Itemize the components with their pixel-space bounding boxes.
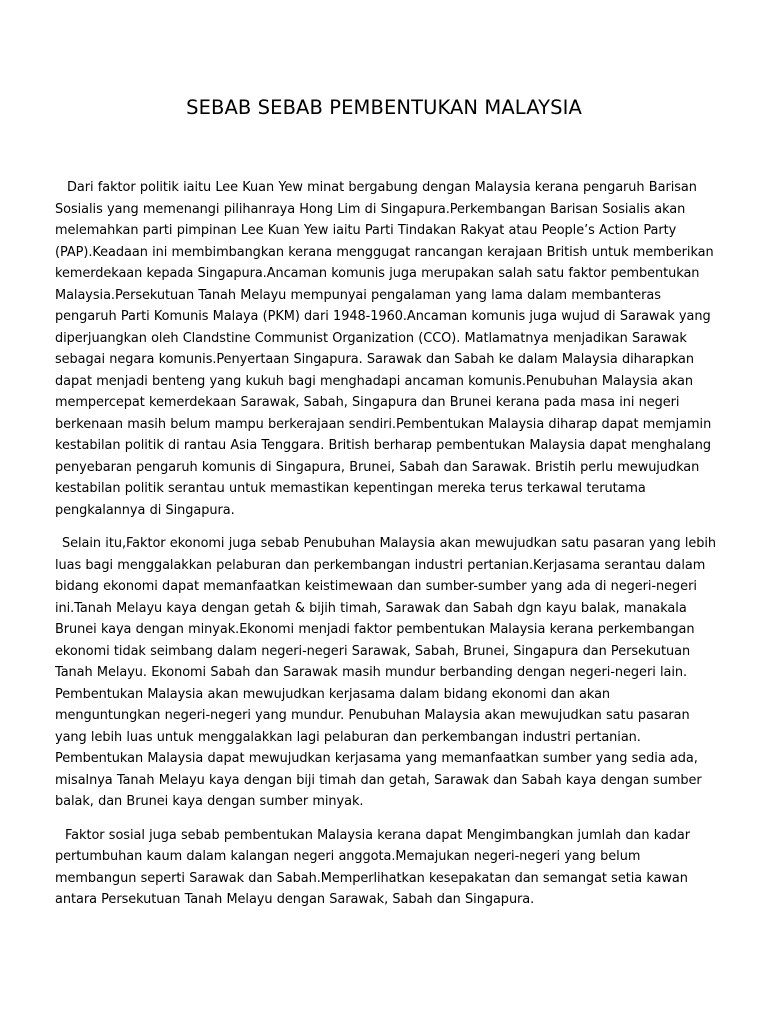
document-body: [55, 177, 717, 923]
page-title: SEBAB SEBAB PEMBENTUKAN MALAYSIA: [186, 96, 582, 119]
paragraph-politik: Dari faktor politik iaitu Lee Kuan Yew minat bergabung dengan Malaysia kerana pengaruh Barisan Sosialis yang memenangi pilihanraya Hong Lim di Singapura.Perkembangan Barisan Sosialis akan melemahkan parti pimpinan Lee Kuan Yew iaitu Parti Tindakan Rakyat atau People’s Action Party (PAP).Keadaan ini membimbangkan kerana menggugat rancangan kerajaan British untuk memberikan kemerdekaan kepada Singapura.Ancaman komunis juga merupakan salah satu faktor pembentukan Malaysia.Persekutuan Tanah Melayu mempunyai pengalaman yang lama dalam membanteras pengaruh Parti Komunis Malaya (PKM) dari 1948-1960.Ancaman komunis juga wujud di Sarawak yang diperjuangkan oleh Clandstine Communist Organization (CCO). Matlamatnya menjadikan Sarawak sebagai negara komunis.Penyertaan Singapura. Sarawak dan Sabah ke dalam Malaysia diharapkan dapat menjadi benteng yang kukuh bagi menghadapi ancaman komunis.Penubuhan Malaysia akan mempercepat kemerdekaan Sarawak, Sabah, Singapura dan Brunei kerana pada masa ini negeri berkenaan masih belum mampu berkerajaan sendiri.Pembentukan Malaysia diharap dapat memjamin kestabilan politik di rantau Asia Tenggara. British berharap pembentukan Malaysia dapat menghalang penyebaran pengaruh komunis di Singapura, Brunei, Sabah dan Sarawak. Bristih perlu mewujudkan kestabilan politik serantau untuk memastikan kepentingan mereka terus terkawal terutama pengkalannya di Singapura.: [55, 180, 714, 518]
paragraph-sosial: Faktor sosial juga sebab pembentukan Malaysia kerana dapat Mengimbangkan jumlah dan kadar pertumbuhan kaum dalam kalangan negeri anggota.Memajukan negeri-negeri yang belum membangun seperti Sarawak dan Sabah.Memperlihatkan kesepakatan dan semangat setia kawan antara Persekutuan Tanah Melayu dengan Sarawak, Sabah dan Singapura.: [55, 827, 691, 907]
paragraph-ekonomi: Selain itu,Faktor ekonomi juga sebab Penubuhan Malaysia akan mewujudkan satu pasaran yang lebih luas bagi menggalakkan pelaburan dan perkembangan industri pertanian.Kerjasama serantau dalam bidang ekonomi dapat memanfaatkan keistimewaan dan sumber-sumber yang ada di negeri-negeri ini.Tanah Melayu kaya dengan getah & bijih timah, Sarawak dan Sabah dgn kayu balak, manakala Brunei kaya dengan minyak.Ekonomi menjadi faktor pembentukan Malaysia kerana perkembangan ekonomi tidak seimbang dalam negeri-negeri Sarawak, Sabah, Brunei, Singapura dan Persekutuan Tanah Melayu. Ekonomi Sabah dan Sarawak masih mundur berbanding dengan negeri-negeri lain. Pembentukan Malaysia akan mewujudkan kerjasama dalam bidang ekonomi dan akan menguntungkan negeri-negeri yang mundur. Penubuhan Malaysia akan mewujudkan satu pasaran yang lebih luas untuk menggalakkan lagi pelaburan dan perkembangan industri pertanian. Pembentukan Malaysia dapat mewujudkan kerjasama yang memanfaatkan sumber yang sedia ada, misalnya Tanah Melayu kaya dengan biji timah dan getah, Sarawak dan Sabah kaya dengan sumber balak, dan Brunei kaya dengan sumber minyak.: [55, 536, 717, 809]
